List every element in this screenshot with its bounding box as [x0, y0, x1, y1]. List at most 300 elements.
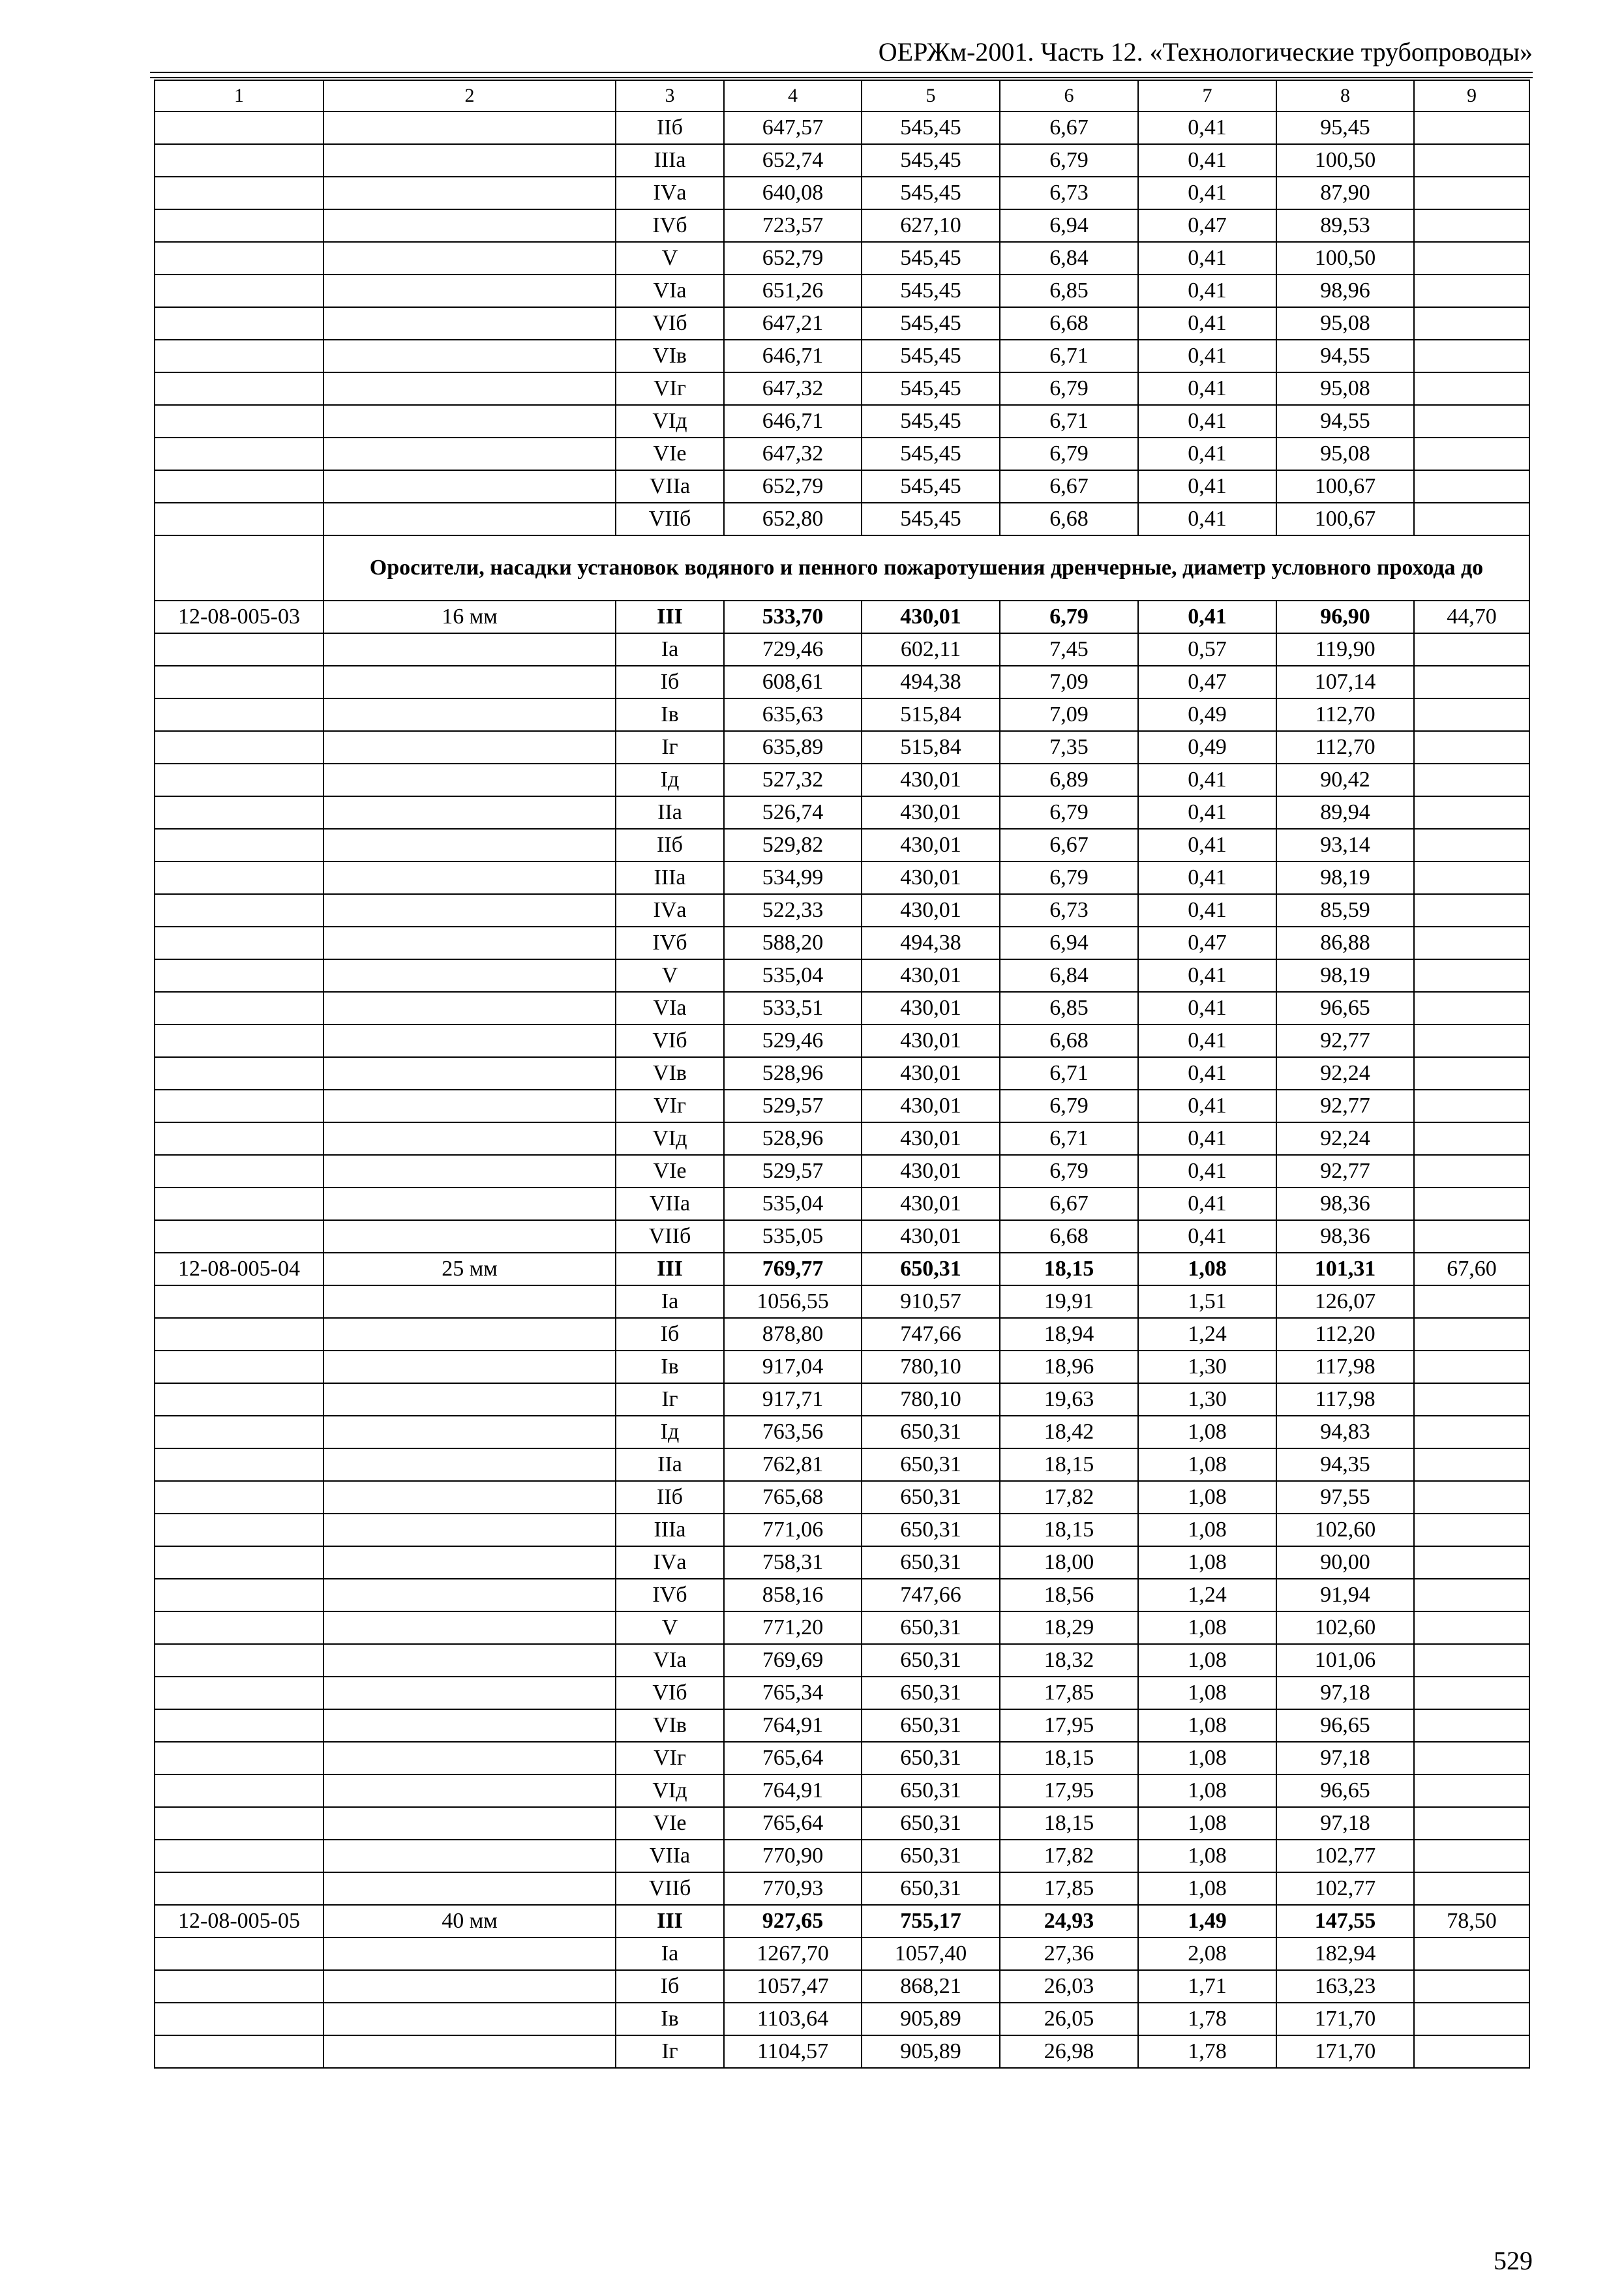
col8-cell: 97,18	[1276, 1677, 1414, 1709]
col4-cell: 635,63	[724, 698, 862, 731]
total-cell	[1414, 1318, 1529, 1351]
code-cell	[155, 1840, 323, 1872]
col5-cell: 494,38	[862, 927, 1000, 959]
col4-cell: 608,61	[724, 666, 862, 698]
name-cell	[323, 438, 616, 470]
total-cell	[1414, 829, 1529, 861]
col4-cell: 533,70	[724, 601, 862, 633]
class-cell: VIг	[616, 372, 724, 405]
code-cell	[155, 698, 323, 731]
class-cell: VIIб	[616, 1872, 724, 1905]
total-cell	[1414, 438, 1529, 470]
col8-cell: 96,65	[1276, 1709, 1414, 1742]
total-cell	[1414, 1611, 1529, 1644]
code-cell	[155, 1351, 323, 1383]
class-cell: Iг	[616, 1383, 724, 1416]
name-cell	[323, 959, 616, 992]
col7-cell: 1,08	[1138, 1514, 1276, 1546]
table-row	[155, 1905, 1529, 1937]
col6-cell: 18,56	[1000, 1579, 1138, 1611]
col5-cell: 650,31	[862, 1448, 1000, 1481]
col4-cell: 529,82	[724, 829, 862, 861]
col8-cell: 98,96	[1276, 275, 1414, 307]
col5-cell: 545,45	[862, 438, 1000, 470]
name-cell	[323, 829, 616, 861]
col7-cell: 1,08	[1138, 1742, 1276, 1774]
name-cell	[323, 927, 616, 959]
section-title: Оросители, насадки установок водяного и пенного пожаротушения дренчерные, диаметр условного прохода до	[323, 535, 1529, 601]
table-row	[155, 698, 1529, 731]
total-cell	[1414, 1057, 1529, 1090]
col8-cell: 98,36	[1276, 1188, 1414, 1220]
code-cell	[155, 438, 323, 470]
code-cell	[155, 796, 323, 829]
class-cell: IIб	[616, 1481, 724, 1514]
col6-cell: 6,68	[1000, 503, 1138, 535]
col6-cell: 7,09	[1000, 666, 1138, 698]
total-cell	[1414, 1155, 1529, 1188]
code-cell	[155, 1709, 323, 1742]
col6-cell: 6,79	[1000, 1155, 1138, 1188]
col5-cell: 430,01	[862, 764, 1000, 796]
name-cell	[323, 1840, 616, 1872]
col6-cell: 6,67	[1000, 829, 1138, 861]
table-row	[155, 1546, 1529, 1579]
code-cell	[155, 1188, 323, 1220]
total-cell	[1414, 1285, 1529, 1318]
col5-cell: 430,01	[862, 1122, 1000, 1155]
total-cell	[1414, 1644, 1529, 1677]
name-cell	[323, 1318, 616, 1351]
code-cell	[155, 405, 323, 438]
class-cell: Iг	[616, 731, 724, 764]
class-cell: V	[616, 242, 724, 275]
name-cell	[323, 1546, 616, 1579]
col4-cell: 765,64	[724, 1742, 862, 1774]
col5-cell: 545,45	[862, 372, 1000, 405]
total-cell	[1414, 927, 1529, 959]
table-row	[155, 438, 1529, 470]
col5-cell: 494,38	[862, 666, 1000, 698]
name-cell	[323, 1872, 616, 1905]
col4-cell: 527,32	[724, 764, 862, 796]
table-row	[155, 992, 1529, 1025]
col7-cell: 0,41	[1138, 503, 1276, 535]
code-cell	[155, 275, 323, 307]
class-cell: III	[616, 1253, 724, 1285]
class-cell: Iб	[616, 1318, 724, 1351]
col8-cell: 102,60	[1276, 1514, 1414, 1546]
class-cell: Iа	[616, 1285, 724, 1318]
total-cell	[1414, 1416, 1529, 1448]
col4-cell: 858,16	[724, 1579, 862, 1611]
total-cell	[1414, 1383, 1529, 1416]
col5-cell: 650,31	[862, 1677, 1000, 1709]
col8-cell: 94,35	[1276, 1448, 1414, 1481]
table-row	[155, 1807, 1529, 1840]
col4-cell: 1267,70	[724, 1937, 862, 1970]
code-cell	[155, 633, 323, 666]
code-cell	[155, 1448, 323, 1481]
name-cell	[323, 2035, 616, 2068]
col5-cell: 430,01	[862, 992, 1000, 1025]
col4-cell: 652,79	[724, 470, 862, 503]
total-cell	[1414, 470, 1529, 503]
name-cell	[323, 1220, 616, 1253]
name-cell	[323, 1481, 616, 1514]
name-cell	[323, 1709, 616, 1742]
name-cell	[323, 633, 616, 666]
total-cell	[1414, 307, 1529, 340]
col7-cell: 1,49	[1138, 1905, 1276, 1937]
col6-cell: 6,79	[1000, 438, 1138, 470]
col7-cell: 0,41	[1138, 1220, 1276, 1253]
column-number-cell: 3	[616, 80, 724, 112]
col4-cell: 770,93	[724, 1872, 862, 1905]
col8-cell: 96,65	[1276, 992, 1414, 1025]
total-cell	[1414, 1481, 1529, 1514]
table-row	[155, 1774, 1529, 1807]
col4-cell: 647,32	[724, 438, 862, 470]
col5-cell: 650,31	[862, 1872, 1000, 1905]
col8-cell: 126,07	[1276, 1285, 1414, 1318]
col5-cell: 430,01	[862, 601, 1000, 633]
col7-cell: 1,30	[1138, 1351, 1276, 1383]
col4-cell: 765,34	[724, 1677, 862, 1709]
table-row	[155, 829, 1529, 861]
col5-cell: 430,01	[862, 1220, 1000, 1253]
table-row	[155, 1285, 1529, 1318]
col4-cell: 878,80	[724, 1318, 862, 1351]
name-cell	[323, 1970, 616, 2003]
col7-cell: 0,41	[1138, 1025, 1276, 1057]
name-cell	[323, 861, 616, 894]
col7-cell: 0,41	[1138, 177, 1276, 209]
col5-cell: 545,45	[862, 340, 1000, 372]
name-cell	[323, 731, 616, 764]
code-cell	[155, 1155, 323, 1188]
table-row	[155, 405, 1529, 438]
table-row	[155, 1188, 1529, 1220]
col5-cell: 602,11	[862, 633, 1000, 666]
table-row	[155, 959, 1529, 992]
table-row	[155, 1937, 1529, 1970]
col4-cell: 529,57	[724, 1090, 862, 1122]
col6-cell: 18,42	[1000, 1416, 1138, 1448]
col6-cell: 18,15	[1000, 1514, 1138, 1546]
name-cell	[323, 1057, 616, 1090]
col5-cell: 545,45	[862, 503, 1000, 535]
col4-cell: 535,04	[724, 1188, 862, 1220]
col5-cell: 747,66	[862, 1318, 1000, 1351]
col8-cell: 112,70	[1276, 698, 1414, 731]
table-row	[155, 1155, 1529, 1188]
col5-cell: 545,45	[862, 144, 1000, 177]
col6-cell: 17,95	[1000, 1709, 1138, 1742]
name-cell	[323, 1155, 616, 1188]
code-cell	[155, 1872, 323, 1905]
page-number: 529	[1494, 2246, 1533, 2275]
col5-cell: 545,45	[862, 405, 1000, 438]
col4-cell: 770,90	[724, 1840, 862, 1872]
total-cell	[1414, 1514, 1529, 1546]
total-cell	[1414, 2003, 1529, 2035]
col7-cell: 1,08	[1138, 1416, 1276, 1448]
class-cell: VIIа	[616, 1188, 724, 1220]
col5-cell: 650,31	[862, 1611, 1000, 1644]
class-cell: VIб	[616, 1025, 724, 1057]
code-cell	[155, 144, 323, 177]
total-cell	[1414, 666, 1529, 698]
col8-cell: 100,67	[1276, 503, 1414, 535]
table-row	[155, 372, 1529, 405]
col8-cell: 112,70	[1276, 731, 1414, 764]
table-row	[155, 1840, 1529, 1872]
name-cell: 40 мм	[323, 1905, 616, 1937]
col5-cell: 650,31	[862, 1253, 1000, 1285]
col8-cell: 100,50	[1276, 242, 1414, 275]
col7-cell: 1,08	[1138, 1448, 1276, 1481]
name-cell	[323, 1514, 616, 1546]
col6-cell: 18,00	[1000, 1546, 1138, 1579]
col5-cell: 545,45	[862, 470, 1000, 503]
name-cell: 25 мм	[323, 1253, 616, 1285]
col4-cell: 729,46	[724, 633, 862, 666]
col7-cell: 1,08	[1138, 1677, 1276, 1709]
header-rule-top	[150, 72, 1533, 73]
col6-cell: 27,36	[1000, 1937, 1138, 1970]
code-cell: 12-08-005-05	[155, 1905, 323, 1937]
table-row	[155, 275, 1529, 307]
code-cell	[155, 1025, 323, 1057]
code-cell	[155, 2035, 323, 2068]
col6-cell: 26,03	[1000, 1970, 1138, 2003]
class-cell: IIа	[616, 796, 724, 829]
col6-cell: 6,73	[1000, 177, 1138, 209]
col5-cell: 430,01	[862, 829, 1000, 861]
col7-cell: 1,08	[1138, 1807, 1276, 1840]
table-row	[155, 503, 1529, 535]
col6-cell: 6,79	[1000, 861, 1138, 894]
col8-cell: 92,24	[1276, 1122, 1414, 1155]
total-cell: 78,50	[1414, 1905, 1529, 1937]
col7-cell: 0,41	[1138, 275, 1276, 307]
total-cell	[1414, 1774, 1529, 1807]
class-cell: VIIа	[616, 1840, 724, 1872]
col6-cell: 18,15	[1000, 1448, 1138, 1481]
col7-cell: 0,41	[1138, 601, 1276, 633]
class-cell: VIв	[616, 1709, 724, 1742]
col5-cell: 650,31	[862, 1774, 1000, 1807]
total-cell	[1414, 209, 1529, 242]
total-cell	[1414, 503, 1529, 535]
col4-cell: 1057,47	[724, 1970, 862, 2003]
col6-cell: 6,94	[1000, 209, 1138, 242]
col4-cell: 652,79	[724, 242, 862, 275]
col5-cell: 430,01	[862, 1188, 1000, 1220]
table-row	[155, 470, 1529, 503]
class-cell: Iг	[616, 2035, 724, 2068]
code-cell	[155, 1481, 323, 1514]
code-cell	[155, 1220, 323, 1253]
col6-cell: 6,94	[1000, 927, 1138, 959]
table-row	[155, 1579, 1529, 1611]
class-cell: IVб	[616, 927, 724, 959]
class-cell: V	[616, 1611, 724, 1644]
col7-cell: 0,41	[1138, 1090, 1276, 1122]
code-cell	[155, 470, 323, 503]
class-cell: VIе	[616, 1155, 724, 1188]
table-row	[155, 1253, 1529, 1285]
name-cell	[323, 796, 616, 829]
col4-cell: 528,96	[724, 1122, 862, 1155]
code-cell	[155, 1970, 323, 2003]
code-cell	[155, 209, 323, 242]
col7-cell: 0,41	[1138, 438, 1276, 470]
class-cell: VIд	[616, 1122, 724, 1155]
col7-cell: 0,41	[1138, 992, 1276, 1025]
name-cell	[323, 1351, 616, 1383]
column-number-row	[155, 80, 1529, 112]
col6-cell: 7,45	[1000, 633, 1138, 666]
col8-cell: 93,14	[1276, 829, 1414, 861]
class-cell: IIIа	[616, 144, 724, 177]
table-row	[155, 1448, 1529, 1481]
col4-cell: 535,05	[724, 1220, 862, 1253]
code-cell	[155, 1514, 323, 1546]
col8-cell: 95,08	[1276, 372, 1414, 405]
name-cell	[323, 1416, 616, 1448]
col5-cell: 650,31	[862, 1416, 1000, 1448]
name-cell	[323, 764, 616, 796]
code-cell	[155, 764, 323, 796]
col4-cell: 652,80	[724, 503, 862, 535]
col8-cell: 171,70	[1276, 2003, 1414, 2035]
col4-cell: 588,20	[724, 927, 862, 959]
column-number-cell: 4	[724, 80, 862, 112]
table-row	[155, 1416, 1529, 1448]
col5-cell: 545,45	[862, 307, 1000, 340]
total-cell	[1414, 242, 1529, 275]
col6-cell: 6,68	[1000, 307, 1138, 340]
col4-cell: 927,65	[724, 1905, 862, 1937]
col8-cell: 94,55	[1276, 405, 1414, 438]
name-cell	[323, 242, 616, 275]
col4-cell: 528,96	[724, 1057, 862, 1090]
col7-cell: 1,78	[1138, 2003, 1276, 2035]
total-cell	[1414, 1090, 1529, 1122]
col8-cell: 102,77	[1276, 1872, 1414, 1905]
col5-cell: 1057,40	[862, 1937, 1000, 1970]
name-cell	[323, 1448, 616, 1481]
total-cell	[1414, 275, 1529, 307]
col5-cell: 650,31	[862, 1514, 1000, 1546]
col5-cell: 905,89	[862, 2035, 1000, 2068]
col6-cell: 18,15	[1000, 1253, 1138, 1285]
name-cell	[323, 1025, 616, 1057]
col6-cell: 6,67	[1000, 1188, 1138, 1220]
col4-cell: 647,21	[724, 307, 862, 340]
total-cell	[1414, 2035, 1529, 2068]
col7-cell: 0,41	[1138, 144, 1276, 177]
col7-cell: 1,08	[1138, 1546, 1276, 1579]
col6-cell: 26,05	[1000, 2003, 1138, 2035]
col4-cell: 765,68	[724, 1481, 862, 1514]
class-cell: Iв	[616, 1351, 724, 1383]
col4-cell: 723,57	[724, 209, 862, 242]
class-cell: VIб	[616, 307, 724, 340]
total-cell	[1414, 112, 1529, 144]
col4-cell: 535,04	[724, 959, 862, 992]
col7-cell: 0,41	[1138, 1155, 1276, 1188]
name-cell	[323, 470, 616, 503]
col8-cell: 90,00	[1276, 1546, 1414, 1579]
col7-cell: 0,41	[1138, 1122, 1276, 1155]
table-row	[155, 1383, 1529, 1416]
table-row	[155, 1644, 1529, 1677]
name-cell	[323, 1742, 616, 1774]
name-cell	[323, 1188, 616, 1220]
col8-cell: 171,70	[1276, 2035, 1414, 2068]
col7-cell: 0,41	[1138, 796, 1276, 829]
total-cell	[1414, 144, 1529, 177]
col5-cell: 650,31	[862, 1546, 1000, 1579]
table-row	[155, 1025, 1529, 1057]
table-row	[155, 340, 1529, 372]
col6-cell: 6,73	[1000, 894, 1138, 927]
col4-cell: 771,06	[724, 1514, 862, 1546]
col5-cell: 430,01	[862, 1090, 1000, 1122]
col4-cell: 917,04	[724, 1351, 862, 1383]
col7-cell: 1,08	[1138, 1774, 1276, 1807]
name-cell	[323, 1579, 616, 1611]
total-cell	[1414, 698, 1529, 731]
col6-cell: 17,85	[1000, 1677, 1138, 1709]
name-cell	[323, 1090, 616, 1122]
code-cell	[155, 1122, 323, 1155]
column-number-cell: 1	[155, 80, 323, 112]
name-cell	[323, 307, 616, 340]
code-cell	[155, 1090, 323, 1122]
col6-cell: 6,79	[1000, 144, 1138, 177]
class-cell: VIIб	[616, 503, 724, 535]
col8-cell: 102,77	[1276, 1840, 1414, 1872]
class-cell: VIа	[616, 992, 724, 1025]
class-cell: III	[616, 1905, 724, 1937]
col4-cell: 1104,57	[724, 2035, 862, 2068]
col8-cell: 100,50	[1276, 144, 1414, 177]
code-cell	[155, 829, 323, 861]
col6-cell: 18,15	[1000, 1742, 1138, 1774]
total-cell	[1414, 894, 1529, 927]
code-cell	[155, 861, 323, 894]
col5-cell: 910,57	[862, 1285, 1000, 1318]
col7-cell: 1,30	[1138, 1383, 1276, 1416]
name-cell	[323, 2003, 616, 2035]
rates-table	[154, 80, 1530, 2069]
col6-cell: 6,79	[1000, 601, 1138, 633]
col6-cell: 18,29	[1000, 1611, 1138, 1644]
class-cell: VIIб	[616, 1220, 724, 1253]
total-cell	[1414, 1025, 1529, 1057]
name-cell	[323, 698, 616, 731]
class-cell: VIд	[616, 405, 724, 438]
col4-cell: 764,91	[724, 1774, 862, 1807]
class-cell: VIа	[616, 275, 724, 307]
code-cell	[155, 894, 323, 927]
col4-cell: 529,46	[724, 1025, 862, 1057]
col7-cell: 0,57	[1138, 633, 1276, 666]
